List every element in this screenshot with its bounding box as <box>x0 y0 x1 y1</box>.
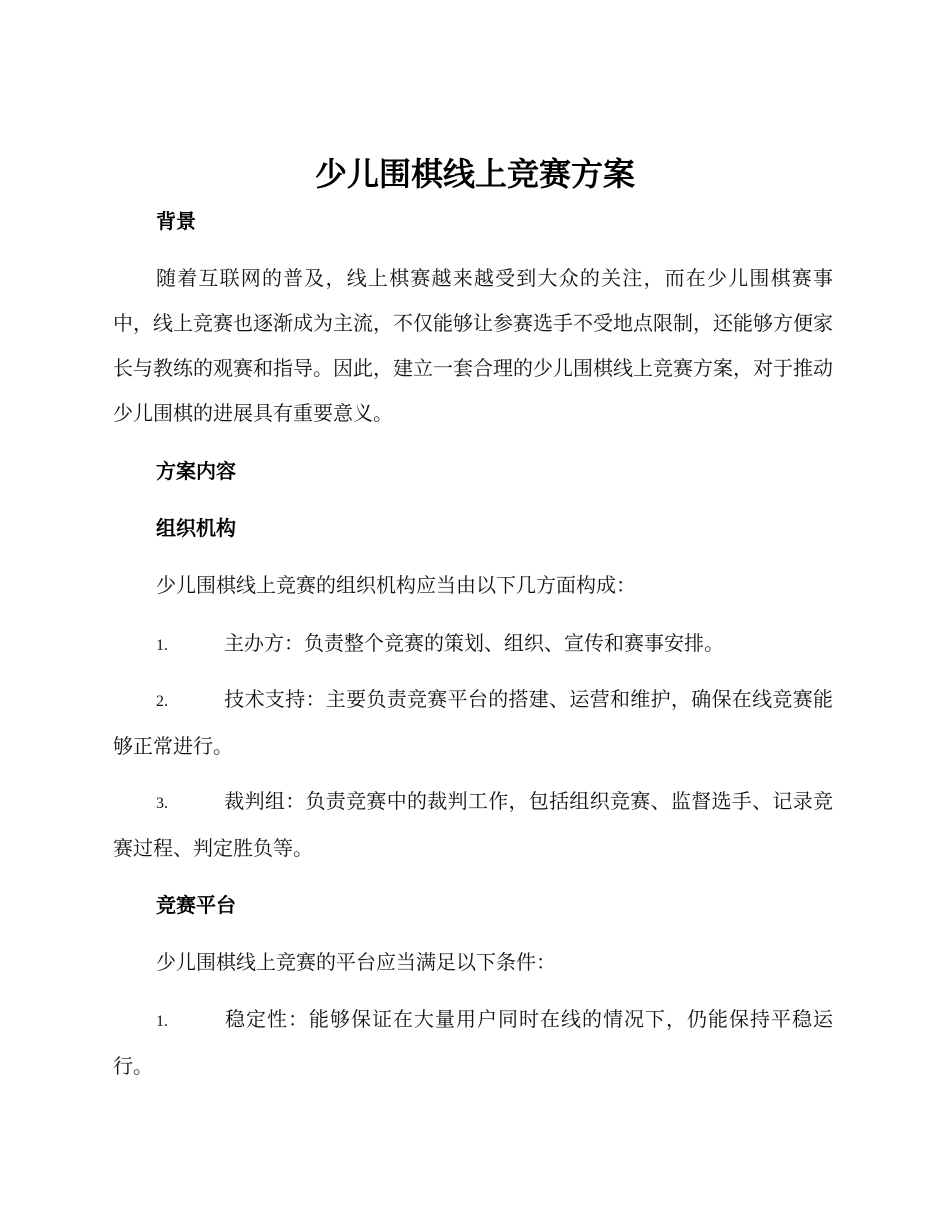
organization-list-item <box>113 677 833 769</box>
organization-list-item <box>113 779 833 871</box>
list-number: 1. <box>156 1013 168 1030</box>
section-heading-background: 背景 <box>156 209 196 233</box>
section-heading-organization: 组织机构 <box>156 516 236 540</box>
list-text: 主办方：负责整个竞赛的策划、组织、宣传和赛事安排。 <box>224 631 724 655</box>
document-title: 少儿围棋线上竞赛方案 <box>314 155 635 193</box>
list-text: 稳定性：能够保证在大量用户同时在线的情况下，仍能保持平稳运行。 <box>113 1007 833 1078</box>
list-text: 裁判组：负责竞赛中的裁判工作，包括组织竞赛、监督选手、记录竞赛过程、判定胜负等。 <box>113 789 833 860</box>
list-text: 技术支持：主要负责竞赛平台的搭建、运营和维护，确保在线竞赛能够正常进行。 <box>113 687 833 758</box>
section-heading-plan: 方案内容 <box>156 459 236 483</box>
background-paragraph: 随着互联网的普及，线上棋赛越来越受到大众的关注，而在少儿围棋赛事中，线上竞赛也逐渐成为主流，不仅能够让参赛选手不受地点限制，还能够方便家长与教练的观赛和指导。因此，建立一套合理的少儿围棋线上竞赛方案，对于推动少儿围棋的进展具有重要意义。 <box>113 266 833 425</box>
platform-intro: 少儿围棋线上竞赛的平台应当满足以下条件： <box>156 950 556 974</box>
list-number: 3. <box>156 795 168 812</box>
organization-list-item <box>113 621 833 668</box>
section-heading-platform: 竞赛平台 <box>156 893 236 917</box>
platform-list-item <box>113 997 833 1089</box>
organization-intro: 少儿围棋线上竞赛的组织机构应当由以下几方面构成： <box>156 573 636 597</box>
list-number: 2. <box>156 693 168 710</box>
list-number: 1. <box>156 637 168 654</box>
